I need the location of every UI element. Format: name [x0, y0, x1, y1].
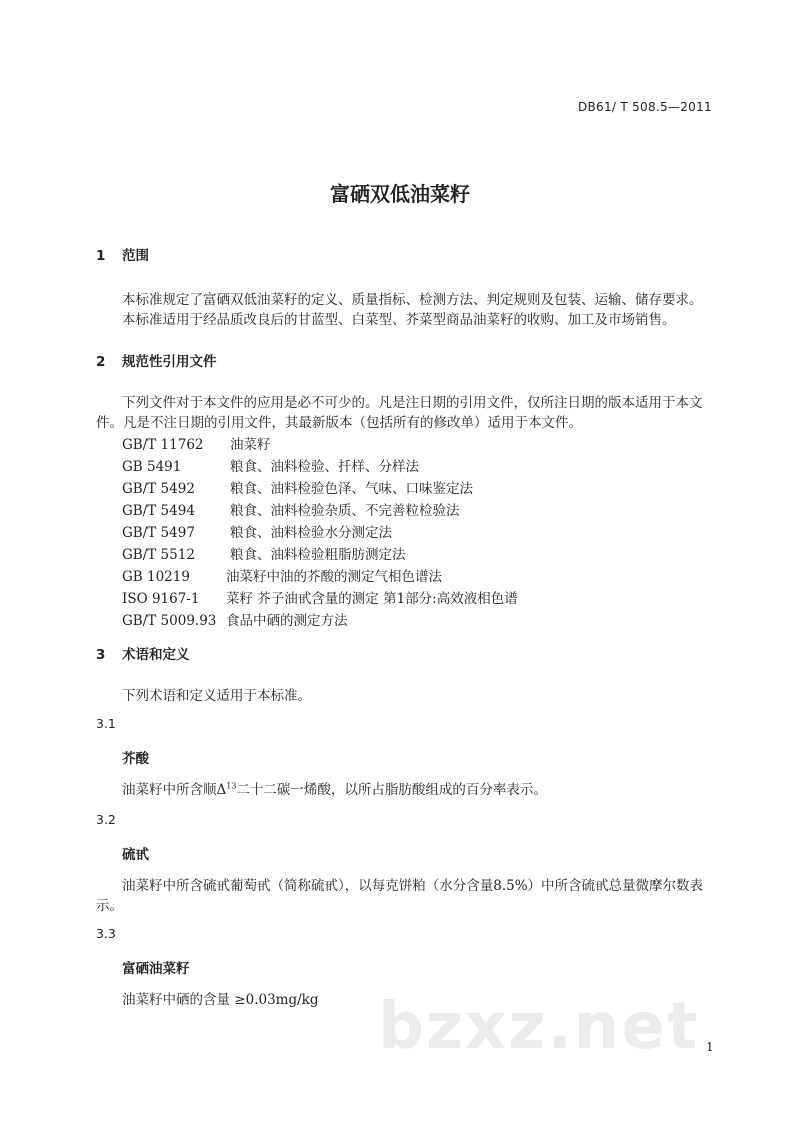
term-number: 3.1 [96, 716, 116, 731]
ref-title: 油菜籽中油的芥酸的测定气相色谱法 [226, 569, 442, 585]
refs-intro-line-1: 下列文件对于本文件的应用是必不可少的。凡是注日期的引用文件，仅所注日期的版本适用于本文 [122, 395, 703, 411]
term-definition-line-1: 油菜籽中所含硫甙葡萄甙（简称硫甙），以每克饼粕（水分含量8.5%）中所含硫甙总量微摩尔数表 [122, 878, 704, 894]
definition-text: 二十二碳一烯酸，以所占脂肪酸组成的百分率表示。 [236, 782, 547, 798]
section-number: 2 [96, 354, 106, 370]
term-name: 富硒油菜籽 [122, 961, 190, 977]
ref-item [122, 477, 473, 497]
ref-item [122, 565, 442, 585]
ref-code: GB 5491 [122, 459, 182, 475]
ref-code: GB/T 5494 [122, 503, 195, 519]
ref-item [122, 587, 518, 607]
scope-line-1: 本标准规定了富硒双低油菜籽的定义、质量指标、检测方法、判定规则及包装、运输、储存要求。 [122, 292, 703, 308]
ref-item [122, 521, 392, 541]
ref-code: GB/T 5497 [122, 525, 195, 541]
superscript: 13 [226, 781, 237, 791]
ref-code: GB/T 5492 [122, 481, 195, 497]
standard-code: DB61/ T 508.5—2011 [577, 100, 712, 114]
ref-item [122, 433, 271, 453]
definition-text: 油菜籽中所含顺Δ [122, 782, 227, 798]
ref-item [122, 499, 460, 519]
section-number: 3 [96, 647, 106, 663]
ref-code: GB/T 11762 [122, 437, 204, 453]
term-definition-line-2: 示。 [96, 898, 123, 914]
refs-intro-line-2: 件。凡是不注日期的引用文件，其最新版本（包括所有的修改单）适用于本文件。 [96, 415, 582, 431]
term-name: 芥酸 [122, 751, 149, 767]
section-title: 规范性引用文件 [122, 354, 217, 370]
scope-line-2: 本标准适用于经品质改良后的甘蓝型、白菜型、芥菜型商品油菜籽的收购、加工及市场销售。 [122, 312, 676, 328]
term-number: 3.2 [96, 812, 116, 827]
ref-code: GB 10219 [122, 569, 190, 585]
ref-code: ISO 9167-1 [122, 591, 200, 607]
ref-title: 粮食、油料检验杂质、不完善粒检验法 [230, 503, 460, 519]
section-1-heading [96, 244, 149, 264]
ref-title: 粮食、油料检验粗脂肪测定法 [230, 547, 406, 563]
watermark: bzxz.net [378, 990, 700, 1064]
term-name: 硫甙 [122, 847, 149, 863]
ref-title: 粮食、油料检验色泽、气味、口味鉴定法 [230, 481, 473, 497]
document-title: 富硒双低油菜籽 [330, 182, 470, 206]
page-number: 1 [706, 1040, 714, 1054]
terms-intro: 下列术语和定义适用于本标准。 [122, 688, 311, 704]
section-3-heading [96, 643, 190, 663]
ref-title: 食品中硒的测定方法 [226, 613, 348, 629]
ref-item [122, 543, 406, 563]
section-number: 1 [96, 248, 106, 264]
term-definition [122, 778, 547, 798]
section-2-heading [96, 350, 217, 370]
ref-code: GB/T 5009.93 [122, 613, 217, 629]
ref-title: 粮食、油料检验、扦样、分样法 [230, 459, 419, 475]
ref-code: GB/T 5512 [122, 547, 195, 563]
ref-item [122, 609, 348, 629]
ref-title: 粮食、油料检验水分测定法 [230, 525, 392, 541]
ref-title: 菜籽 芥子油甙含量的测定 第1部分:高效液相色谱 [226, 591, 518, 607]
term-definition: 油菜籽中硒的含量 ≥0.03mg/kg [122, 992, 319, 1008]
section-title: 术语和定义 [122, 647, 190, 663]
term-number: 3.3 [96, 926, 116, 941]
ref-item [122, 455, 419, 475]
section-title: 范围 [122, 248, 149, 264]
ref-title: 油菜籽 [230, 437, 271, 453]
